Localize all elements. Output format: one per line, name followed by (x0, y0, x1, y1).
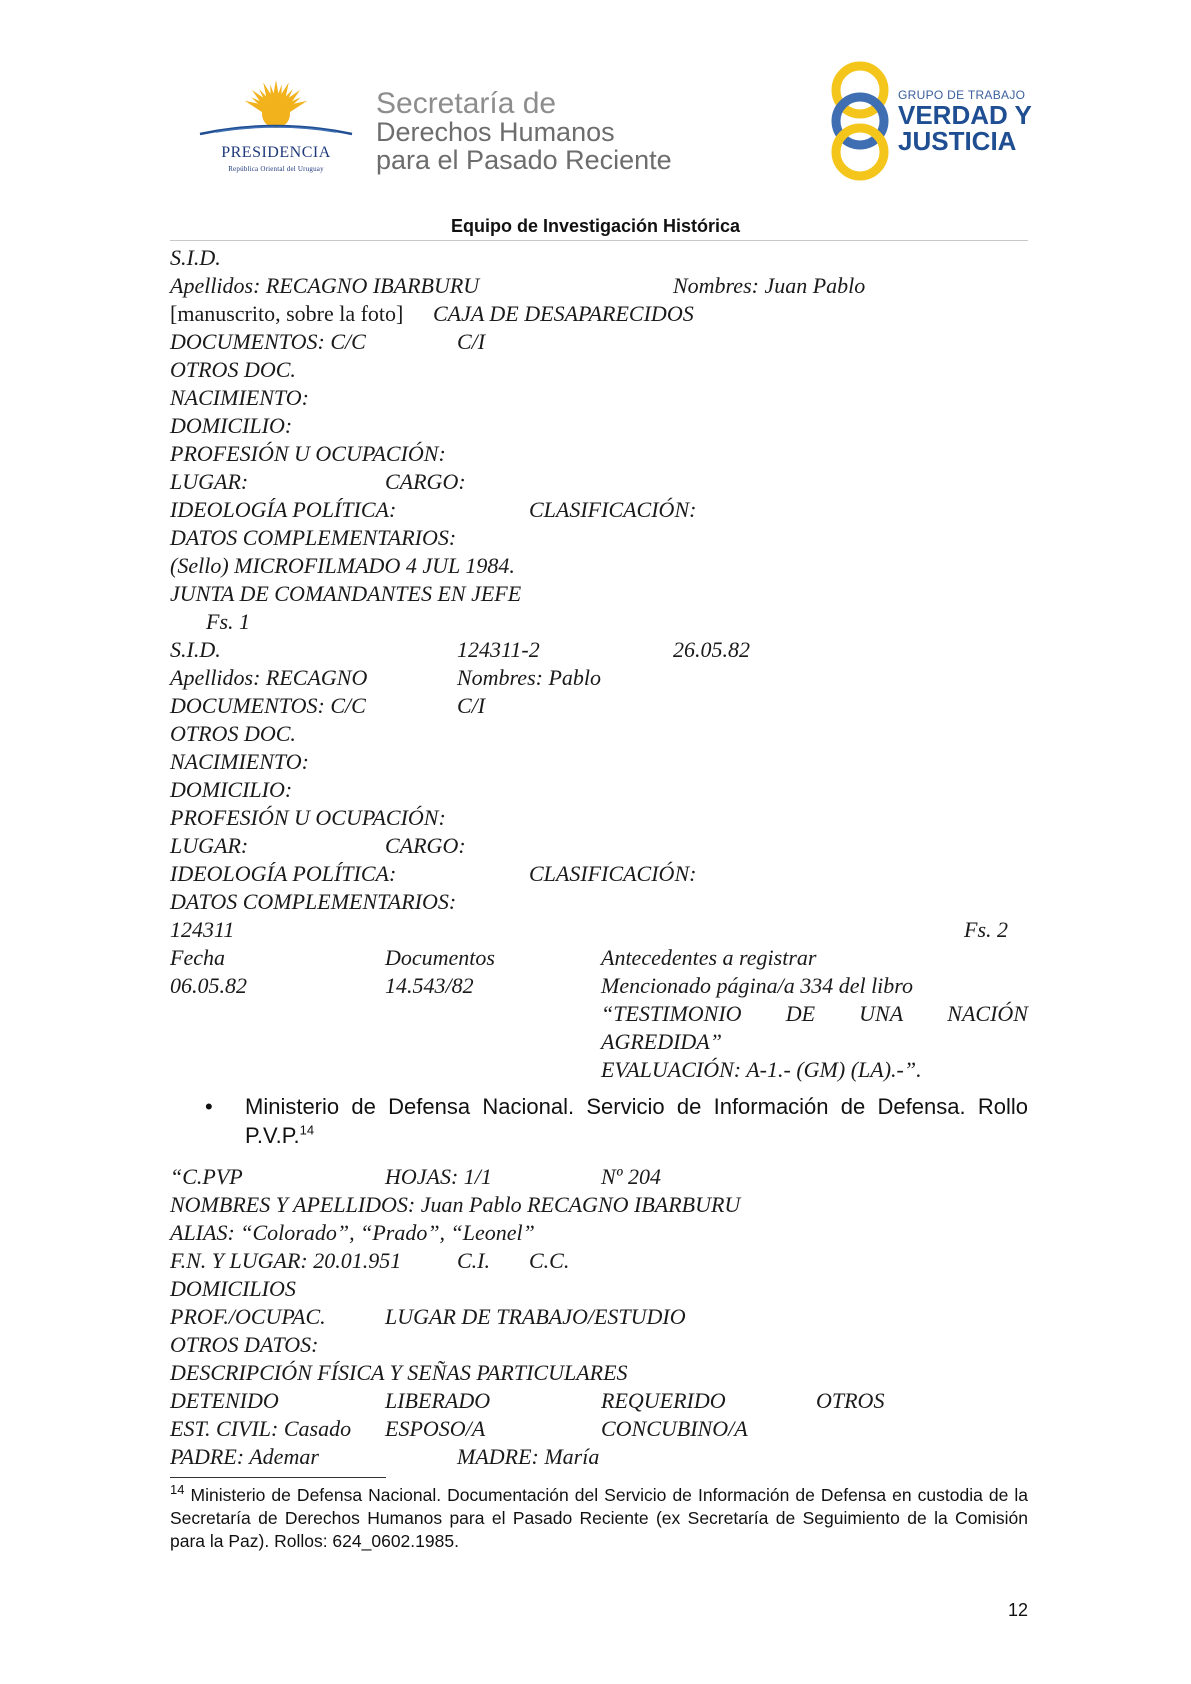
secretaria-title (376, 87, 672, 175)
sid1-dom-line (170, 412, 1028, 440)
sid1-manuscrito: [manuscrito, sobre la foto] (170, 301, 404, 326)
sid1-sello-line (170, 552, 1028, 580)
sid1-ideologia: IDEOLOGÍA POLÍTICA: (170, 497, 397, 522)
pvp-requerido: REQUERIDO (601, 1388, 726, 1413)
pvp-fn: F.N. Y LUGAR: 20.01.951 (170, 1248, 402, 1273)
footnote-divider (170, 1477, 386, 1478)
sid2-fecha: 26.05.82 (673, 637, 750, 662)
sid1-clasificacion: CLASIFICACIÓN: (529, 497, 697, 522)
pvp-otros-datos: OTROS DATOS: (170, 1332, 319, 1357)
sid2-ref-line (170, 916, 1028, 944)
pvp-nombres: NOMBRES Y APELLIDOS: Juan Pablo RECAGNO IBARBURU (170, 1192, 741, 1217)
sid2-ideologia: IDEOLOGÍA POLÍTICA: (170, 861, 397, 886)
page-number: 12 (1007, 1600, 1028, 1620)
sid1-ci: C/I (457, 329, 486, 354)
pvp-lugar-trabajo: LUGAR DE TRABAJO/ESTUDIO (385, 1304, 686, 1329)
sid2-otros-line (170, 720, 1028, 748)
bullet-marker: • (205, 1094, 213, 1119)
pvp-esposo: ESPOSO/A (385, 1416, 486, 1441)
sid2-table-row (170, 972, 1028, 1000)
sid2-sid: S.I.D. (170, 637, 221, 662)
sid2-ci: C/I (457, 693, 486, 718)
pvp-descripcion: DESCRIPCIÓN FÍSICA Y SEÑAS PARTICULARES (170, 1360, 628, 1385)
sid2-documentos: DOCUMENTOS: C/C (170, 693, 366, 718)
sid2-name-line (170, 664, 1028, 692)
sid1-datos: DATOS COMPLEMENTARIOS: (170, 525, 457, 550)
sid2-ant2 (601, 1000, 1028, 1028)
pvp-domicilios-line (170, 1275, 1028, 1303)
sid2-prof-line (170, 804, 1028, 832)
pvp-liberado: LIBERADO (385, 1388, 491, 1413)
pvp-ci: C.I. (457, 1248, 490, 1273)
pvp-alias-line (170, 1219, 1028, 1247)
pvp-domicilios: DOMICILIOS (170, 1276, 296, 1301)
sid2-col-documentos: Documentos (385, 945, 495, 970)
sid2-row-doc: 14.543/82 (385, 973, 474, 998)
header-divider (170, 240, 1028, 241)
sid2-num: 124311-2 (457, 637, 540, 662)
pvp-padres-line (170, 1443, 1028, 1471)
pvp-header-line (170, 1163, 1028, 1191)
sid1-doc-line (170, 328, 1028, 356)
sid1-nombres: Nombres: Juan Pablo (673, 273, 866, 298)
sid1-name-line (170, 272, 1028, 300)
presidencia-label: PRESIDENCIA (221, 144, 331, 161)
pvp-hojas: HOJAS: 1/1 (385, 1164, 492, 1189)
sid1-domicilio: DOMICILIO: (170, 413, 293, 438)
sid2-row-ant1: Mencionado página/a 334 del libro (601, 973, 914, 998)
footnote-number: 14 (170, 1482, 185, 1498)
sid2-otros-doc: OTROS DOC. (170, 721, 296, 746)
sid1-junta: JUNTA DE COMANDANTES EN JEFE (170, 581, 522, 606)
sid2-row-fecha: 06.05.82 (170, 973, 247, 998)
sid1-fs: Fs. 1 (206, 609, 250, 634)
sid1-datos-line (170, 524, 1028, 552)
sid2-doc-line (170, 692, 1028, 720)
sid2-dom-line (170, 776, 1028, 804)
pvp-prof-line (170, 1303, 1028, 1331)
bullet-text-content: Ministerio de Defensa Nacional. Servicio de Información de Defensa. Rollo P.V.P. (245, 1094, 1028, 1148)
sid2-nac-line (170, 748, 1028, 776)
sid2-ideo-line (170, 860, 1028, 888)
sid2-ant2-w2: UNA (859, 1001, 904, 1026)
justicia-label: JUSTICIA (898, 126, 1017, 156)
secretaria-line-3: para el Pasado Reciente (376, 145, 672, 175)
pvp-otros: OTROS (816, 1388, 885, 1413)
sid2-ant2-line (170, 1000, 1028, 1028)
footnote (170, 1484, 1028, 1553)
sid2-cargo: CARGO: (385, 833, 466, 858)
secretaria-line-1: Secretaría de (376, 87, 557, 120)
presidencia-logo (196, 78, 356, 178)
pvp-prof: PROF./OCUPAC. (170, 1304, 326, 1329)
pvp-est-civil: EST. CIVIL: Casado (170, 1416, 352, 1441)
sid2-col-fecha: Fecha (170, 945, 225, 970)
pvp-fn-line (170, 1247, 1028, 1275)
sid1-nac-line (170, 384, 1028, 412)
sid1-lugar: LUGAR: (170, 469, 249, 494)
sid2-ant4-line (170, 1056, 1028, 1084)
sid1-photo-line (170, 300, 1028, 328)
pvp-numero: Nº 204 (601, 1164, 661, 1189)
presidencia-sublabel: República Oriental del Uruguay (228, 165, 324, 173)
sid2-domicilio: DOMICILIO: (170, 777, 293, 802)
sid2-nombres: Nombres: Pablo (457, 665, 602, 690)
pvp-nombres-line (170, 1191, 1028, 1219)
sid2-ref: 124311 (170, 917, 235, 942)
sid1-junta-line (170, 580, 1028, 608)
sid1-cargo: CARGO: (385, 469, 466, 494)
pvp-padre: PADRE: Ademar (170, 1444, 319, 1469)
sid2-clasificacion: CLASIFICACIÓN: (529, 861, 697, 886)
sid2-ant3-line (170, 1028, 1028, 1056)
secretaria-line-2: Derechos Humanos (376, 117, 615, 147)
sid1-profesion: PROFESIÓN U OCUPACIÓN: (170, 441, 446, 466)
sid1-nacimiento: NACIMIENTO: (170, 385, 309, 410)
sid2-ant3: AGREDIDA” (601, 1029, 722, 1054)
sid2-ant2-w0: “TESTIMONIO (601, 1001, 742, 1026)
sid2-lugar: LUGAR: (170, 833, 249, 858)
pvp-alias: ALIAS: “Colorado”, “Prado”, “Leonel” (170, 1220, 535, 1245)
sid1-lugar-line (170, 468, 1028, 496)
pvp-detenido: DETENIDO (170, 1388, 279, 1413)
sid1-sid: S.I.D. (170, 245, 221, 270)
sid2-ant2-w3: NACIÓN (947, 1001, 1028, 1026)
footnote-ref[interactable]: 14 (299, 1122, 315, 1138)
sid2-profesion: PROFESIÓN U OCUPACIÓN: (170, 805, 446, 830)
pvp-madre: MADRE: María (457, 1444, 600, 1469)
sid2-nacimiento: NACIMIENTO: (170, 749, 309, 774)
pvp-descripcion-line (170, 1359, 1028, 1387)
sid2-apellidos: Apellidos: RECAGNO (170, 665, 368, 690)
sid1-otros-doc: OTROS DOC. (170, 357, 296, 382)
sid1-documentos: DOCUMENTOS: C/C (170, 329, 366, 354)
sid2-ant4: EVALUACIÓN: A-1.- (GM) (LA).-”. (601, 1057, 922, 1082)
pvp-cpvp: “C.PVP (170, 1164, 243, 1189)
sid1-caja: CAJA DE DESAPARECIDOS (433, 301, 694, 326)
pvp-cc: C.C. (529, 1248, 570, 1273)
sid1-prof-line (170, 440, 1028, 468)
sun-emblem-icon (196, 78, 356, 148)
sid2-line (170, 636, 1028, 664)
sid2-fs: Fs. 2 (964, 917, 1008, 942)
pvp-status-line (170, 1387, 1028, 1415)
sid2-lugar-line (170, 832, 1028, 860)
pvp-otros-line (170, 1331, 1028, 1359)
sid2-datos-line (170, 888, 1028, 916)
linked-rings-icon (826, 58, 896, 184)
sid2-col-antecedentes: Antecedentes a registrar (601, 945, 817, 970)
sid1-otros-line (170, 356, 1028, 384)
sid2-datos: DATOS COMPLEMENTARIOS: (170, 889, 457, 914)
footnote-text: Ministerio de Defensa Nacional. Documentación del Servicio de Información de Defensa en custodia de la Secretaría de Derechos Humanos para el Pasado Reciente (ex Secretaría de Seguimiento de la Comisión para la Paz). Rollos: 624_0602.1985. (170, 1485, 1028, 1551)
team-heading: Equipo de Investigación Histórica (450, 216, 741, 236)
sid1-line (170, 244, 1028, 272)
sid1-ideo-line (170, 496, 1028, 524)
sid1-fs-line (170, 608, 1028, 636)
sid-records (170, 244, 1028, 1084)
pvp-record (170, 1163, 1028, 1471)
pvp-civil-line (170, 1415, 1028, 1443)
pvp-concubino: CONCUBINO/A (601, 1416, 748, 1441)
grupo-label: GRUPO DE TRABAJO (898, 88, 1026, 102)
verdad-label: VERDAD Y (898, 100, 1032, 130)
bullet-text (245, 1092, 1028, 1150)
sid2-ant2-w1: DE (785, 1001, 816, 1026)
sid1-apellidos: Apellidos: RECAGNO IBARBURU (170, 273, 480, 298)
sid2-table-header (170, 944, 1028, 972)
verdad-justicia-text (898, 88, 1032, 154)
sid1-sello: (Sello) MICROFILMADO 4 JUL 1984. (170, 553, 515, 578)
